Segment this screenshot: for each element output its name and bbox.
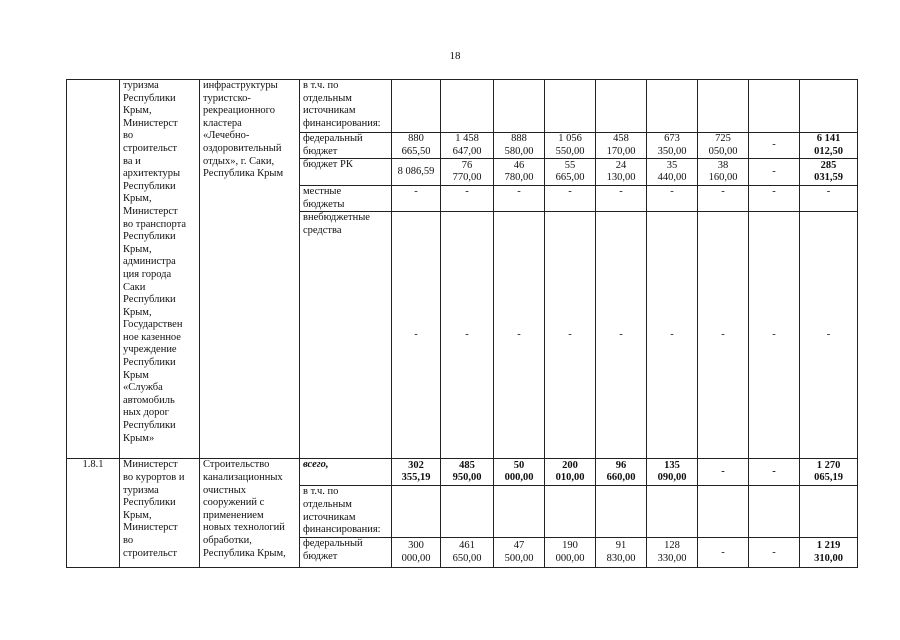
value-cell: -	[392, 186, 441, 212]
page-number: 18	[449, 50, 461, 62]
value-cell: -	[545, 212, 596, 459]
executor-cell: Министерст во курортов и туризма Республики Крым, Министерст во строительст	[120, 459, 200, 568]
value-cell	[494, 486, 545, 538]
source-cell: федеральный бюджет	[300, 133, 392, 159]
value-cell	[392, 486, 441, 538]
value-cell: -	[494, 212, 545, 459]
value-cell: 673 350,00	[647, 133, 698, 159]
value-cell: 880 665,50	[392, 133, 441, 159]
value-cell: 300 000,00	[392, 538, 441, 568]
value-cell: 35 440,00	[647, 159, 698, 186]
source-cell: в т.ч. по отдельным источникам финансирования:	[300, 80, 392, 133]
row-index-cell: 1.8.1	[67, 459, 120, 568]
executor-cell: туризма Республики Крым, Министерст во строительст ва и архитектуры Республики Крым, Министерст во транспорта Республики Крым, администра ция города Саки Республики Крым, Государствен ное казенное учреждение Республики Крым «Служба автомобиль ных дорог Республики Крым»	[120, 80, 200, 459]
value-cell: -	[392, 212, 441, 459]
value-cell: -	[441, 186, 494, 212]
object-cell: Строительство канализационных очистных сооружений с применением новых технологий обработки, Республика Крым,	[200, 459, 300, 568]
value-cell: 1 056 550,00	[545, 133, 596, 159]
source-cell: в т.ч. по отдельным источникам финансирования:	[300, 486, 392, 538]
value-cell	[545, 80, 596, 133]
value-cell: 38 160,00	[698, 159, 749, 186]
value-cell: -	[749, 459, 800, 486]
value-cell	[596, 486, 647, 538]
value-cell: -	[749, 538, 800, 568]
table-row	[67, 80, 858, 133]
value-cell: 76 770,00	[441, 159, 494, 186]
value-cell: 24 130,00	[596, 159, 647, 186]
value-cell: -	[494, 186, 545, 212]
value-cell: -	[749, 212, 800, 459]
value-cell: 8 086,59	[392, 159, 441, 186]
value-cell: -	[441, 212, 494, 459]
value-cell: 1 458 647,00	[441, 133, 494, 159]
value-cell: 128 330,00	[647, 538, 698, 568]
value-cell: -	[545, 186, 596, 212]
value-cell: -	[698, 212, 749, 459]
value-cell: 485 950,00	[441, 459, 494, 486]
value-cell: 96 660,00	[596, 459, 647, 486]
value-cell: -	[749, 159, 800, 186]
total-cell: 6 141 012,50	[800, 133, 858, 159]
value-cell	[749, 80, 800, 133]
value-cell	[698, 486, 749, 538]
value-cell	[749, 486, 800, 538]
total-cell: 1 219 310,00	[800, 538, 858, 568]
value-cell: 91 830,00	[596, 538, 647, 568]
value-cell	[647, 80, 698, 133]
value-cell: -	[698, 538, 749, 568]
value-cell: -	[749, 133, 800, 159]
source-cell: всего,	[300, 459, 392, 486]
value-cell: 461 650,00	[441, 538, 494, 568]
value-cell	[698, 80, 749, 133]
object-cell: инфраструктуры туристско- рекреационного кластера «Лечебно- оздоровительный отдых», г. Саки, Республика Крым	[200, 80, 300, 459]
row-index-cell	[67, 80, 120, 459]
value-cell: 888 580,00	[494, 133, 545, 159]
value-cell: 50 000,00	[494, 459, 545, 486]
value-cell	[647, 486, 698, 538]
financing-table	[66, 79, 858, 568]
value-cell	[392, 80, 441, 133]
value-cell: 302 355,19	[392, 459, 441, 486]
value-cell: 47 500,00	[494, 538, 545, 568]
value-cell	[441, 486, 494, 538]
value-cell: 200 010,00	[545, 459, 596, 486]
value-cell: -	[749, 186, 800, 212]
total-cell	[800, 80, 858, 133]
value-cell	[545, 486, 596, 538]
source-cell: бюджет РК	[300, 159, 392, 186]
value-cell	[596, 80, 647, 133]
source-cell: федеральный бюджет	[300, 538, 392, 568]
value-cell: -	[698, 186, 749, 212]
value-cell	[441, 80, 494, 133]
total-cell: -	[800, 186, 858, 212]
total-cell: 285 031,59	[800, 159, 858, 186]
value-cell: -	[698, 459, 749, 486]
table-row	[67, 459, 858, 486]
total-cell: -	[800, 212, 858, 459]
value-cell: 458 170,00	[596, 133, 647, 159]
value-cell: 46 780,00	[494, 159, 545, 186]
total-cell	[800, 486, 858, 538]
value-cell: 55 665,00	[545, 159, 596, 186]
value-cell	[494, 80, 545, 133]
value-cell: -	[647, 212, 698, 459]
value-cell: 135 090,00	[647, 459, 698, 486]
value-cell: 725 050,00	[698, 133, 749, 159]
source-cell: внебюджетные средства	[300, 212, 392, 459]
total-cell: 1 270 065,19	[800, 459, 858, 486]
value-cell: -	[596, 212, 647, 459]
value-cell: -	[647, 186, 698, 212]
value-cell: -	[596, 186, 647, 212]
value-cell: 190 000,00	[545, 538, 596, 568]
source-cell: местные бюджеты	[300, 186, 392, 212]
